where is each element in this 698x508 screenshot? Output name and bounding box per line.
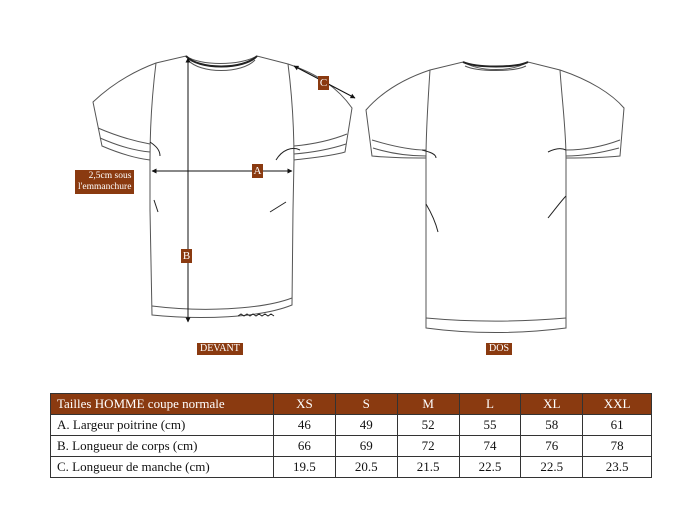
table-cell: 23.5 [583, 457, 652, 478]
header-size-xl: XL [521, 394, 583, 415]
table-cell: 76 [521, 436, 583, 457]
table-cell: 61 [583, 415, 652, 436]
row-label: A. Largeur poitrine (cm) [51, 415, 274, 436]
table-cell: 66 [274, 436, 336, 457]
header-size-s: S [335, 394, 397, 415]
header-size-xxl: XXL [583, 394, 652, 415]
header-size-xs: XS [274, 394, 336, 415]
table-cell: 69 [335, 436, 397, 457]
table-row [51, 436, 652, 457]
table-cell: 58 [521, 415, 583, 436]
table-cell: 78 [583, 436, 652, 457]
table-cell: 55 [459, 415, 521, 436]
table-row [51, 457, 652, 478]
size-table-header [51, 394, 652, 415]
table-cell: 74 [459, 436, 521, 457]
table-row [51, 415, 652, 436]
label-c: C [319, 77, 328, 89]
table-cell: 46 [274, 415, 336, 436]
front-label: DEVANT [197, 343, 243, 355]
table-cell: 72 [397, 436, 459, 457]
header-size-m: M [397, 394, 459, 415]
row-label: B. Longueur de corps (cm) [51, 436, 274, 457]
table-cell: 22.5 [459, 457, 521, 478]
back-label: DOS [486, 343, 512, 355]
measure-arrows [152, 58, 355, 322]
header-size-l: L [459, 394, 521, 415]
table-cell: 20.5 [335, 457, 397, 478]
back-tshirt [366, 62, 624, 333]
size-table [50, 393, 652, 478]
row-label: C. Longueur de manche (cm) [51, 457, 274, 478]
armhole-note: 2,5cm sous l'emmanchure [75, 170, 134, 194]
table-cell: 21.5 [397, 457, 459, 478]
table-cell: 52 [397, 415, 459, 436]
table-cell: 49 [335, 415, 397, 436]
label-a: A [253, 165, 262, 177]
header-title: Tailles HOMME coupe normale [51, 394, 274, 415]
table-cell: 22.5 [521, 457, 583, 478]
table-cell: 19.5 [274, 457, 336, 478]
label-b: B [182, 250, 191, 262]
